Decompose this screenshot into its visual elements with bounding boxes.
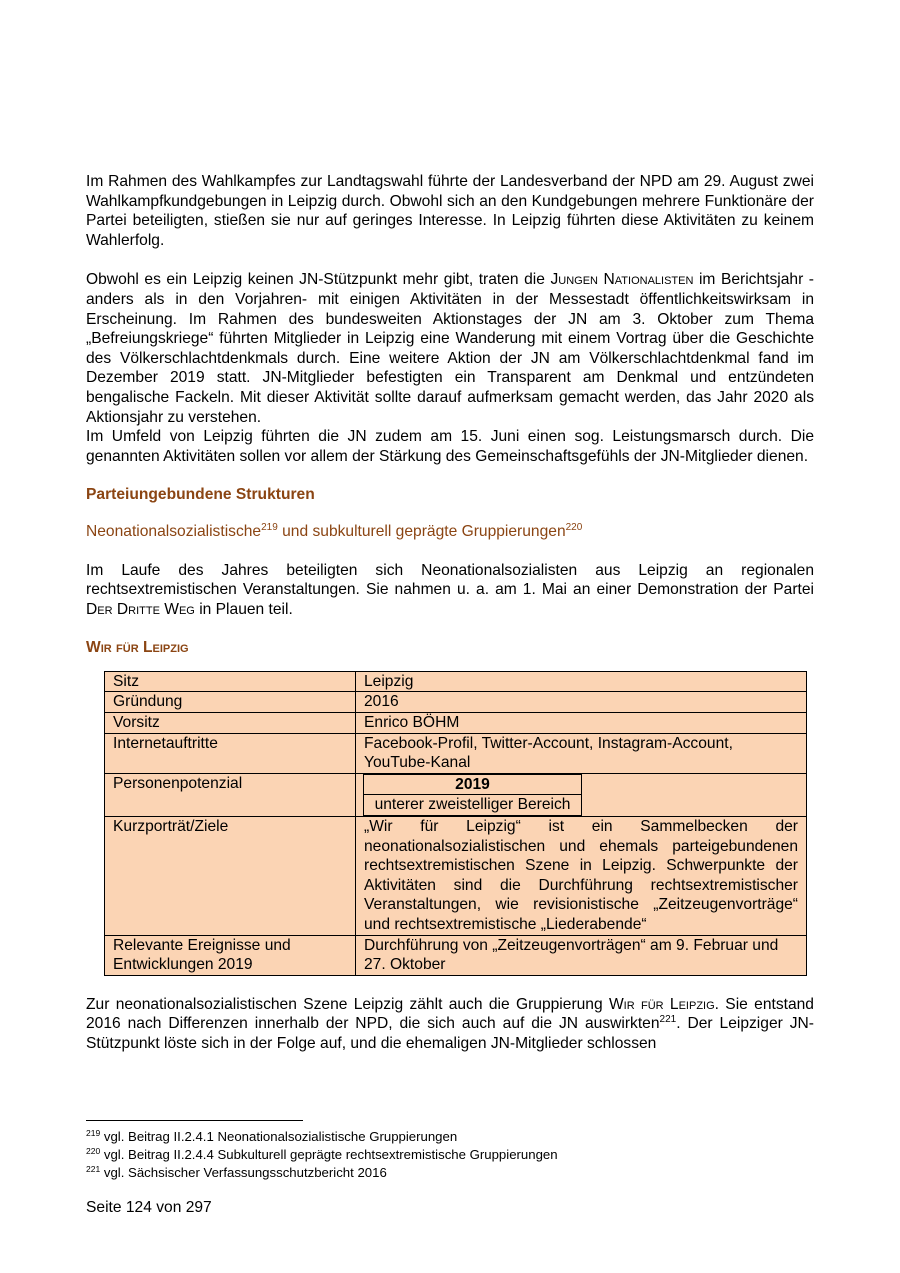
table-value: „Wir für Leipzig“ ist ein Sammelbecken der neonationalsozialistischen und ehemals parteigebundenen rechtsextremistischen Szene in Leipzig. Schwerpunkte der Aktivitäten sind die Durchführung rechtsextremistischer Veranstaltungen, wie revisionistische „Zeitzeugenvorträge“ und rechtsextremistische „Liederabende“ [356,817,807,936]
paragraph-leistungsmarsch: Im Umfeld von Leipzig führten die JN zudem am 15. Juni einen sog. Leistungsmarsch durch. Die genannten Aktivitäten sollen vor allem der Stärkung des Gemeinschaftsgefühls der JN-Mitglieder dienen. [86,428,814,465]
table-value [356,773,807,816]
footnotes [86,1128,558,1182]
document-body [86,172,814,1054]
paragraph-neonazis-leipzig: Im Laufe des Jahres beteiligten sich Neonationalsozialisten aus Leipzig an regionalen rechtsextremistischen Veranstaltungen. Sie nahmen u. a. am 1. Mai an einer Demonstration der Partei Der Dritte Weg in Plauen teil. [86,561,814,618]
personenpotenzial-table [363,774,582,816]
table-row [105,935,807,975]
personen-year: 2019 [364,774,582,795]
table-row [105,692,807,713]
table-key: Internetauftritte [105,733,356,773]
footnote: $^{221}$ vgl. Sächsischer Verfassungsschutzbericht 2016 [86,1164,387,1180]
table-key: Relevante Ereignisse und Entwicklungen 2019 [105,935,356,975]
table-key: Kurzporträt/Ziele [105,817,356,936]
table-key: Vorsitz [105,713,356,734]
table-key: Gründung [105,692,356,713]
table-key: Sitz [105,671,356,692]
table-value: 2016 [356,692,807,713]
table-row [105,713,807,734]
footnote-divider [86,1120,303,1121]
page-number: Seite 124 von 297 [86,1199,212,1216]
table-value: Leipzig [356,671,807,692]
personen-value: unterer zweistelliger Bereich [364,795,582,816]
org-info-table [104,671,807,976]
table-value: Facebook-Profil, Twitter-Account, Instagram-Account, YouTube-Kanal [356,733,807,773]
section-heading: Parteiungebundene Strukturen [86,486,315,504]
paragraph-jn-aktivitaeten: Obwohl es ein Leipzig keinen JN-Stützpunkt mehr gibt, traten die Jungen Nationalisten im Berichtsjahr -anders als in den Vorjahren- mit einigen Aktivitäten in der Messestadt öffentlichkeitswirksam in Erscheinung. Im Rahmen des bundesweiten Aktionstages der JN am 3. Oktober zum Thema „Befreiungskriege“ führten Mitglieder in Leipzig eine Wanderung mit einem Vortrag über die Geschichte des Völkerschlachtdenkmals durch. Eine weitere Aktion der JN am Völkerschlachtdenkmal fand im Dezember 2019 statt. JN-Mitglieder befestigten ein Transparent am Denkmal und entzündeten bengalische Fackeln. Mit dieser Aktivität sollte darauf aufmerksam gemacht werden, das Jahr 2020 als Aktionsjahr zu verstehen. [86,271,814,426]
table-row [105,817,807,936]
subsection-heading: Neonationalsozialistische$^{219}$ und subkulturell geprägte Gruppierungen$^{220}$ [86,521,583,540]
footnote: $^{219}$ vgl. Beitrag II.2.4.1 Neonationalsozialistische Gruppierungen [86,1128,458,1144]
paragraph-npd-wahlkampf: Im Rahmen des Wahlkampfes zur Landtagswahl führte der Landesverband der NPD am 29. August zwei Wahlkampfkundgebungen in Leipzig durch. Obwohl sich an den Kundgebungen mehrere Funktionäre der Partei beteiligten, stießen sie nur auf geringes Interesse. In Leipzig führten diese Aktivitäten zu keinem Wahlerfolg. [86,173,814,249]
table-value: Durchführung von „Zeitzeugenvorträgen“ am 9. Februar und 27. Oktober [356,935,807,975]
table-row [105,733,807,773]
table-row [105,671,807,692]
footnote: $^{220}$ vgl. Beitrag II.2.4.4 Subkulturell geprägte rechtsextremistische Gruppierungen [86,1146,558,1162]
table-value: Enrico BÖHM [356,713,807,734]
paragraph-wir-fuer-leipzig: Zur neonationalsozialistischen Szene Leipzig zählt auch die Gruppierung Wir für Leipzig. Sie entstand 2016 nach Differenzen innerhalb der NPD, die sich auch auf die JN auswirkten$^{221}$. Der Leipziger JN-Stützpunkt löste sich in der Folge auf, und die ehemaligen JN-Mitglieder schlossen [86,995,814,1052]
table-key: Personenpotenzial [105,773,356,816]
table-row [105,773,807,816]
org-heading: Wir für Leipzig [86,639,189,657]
